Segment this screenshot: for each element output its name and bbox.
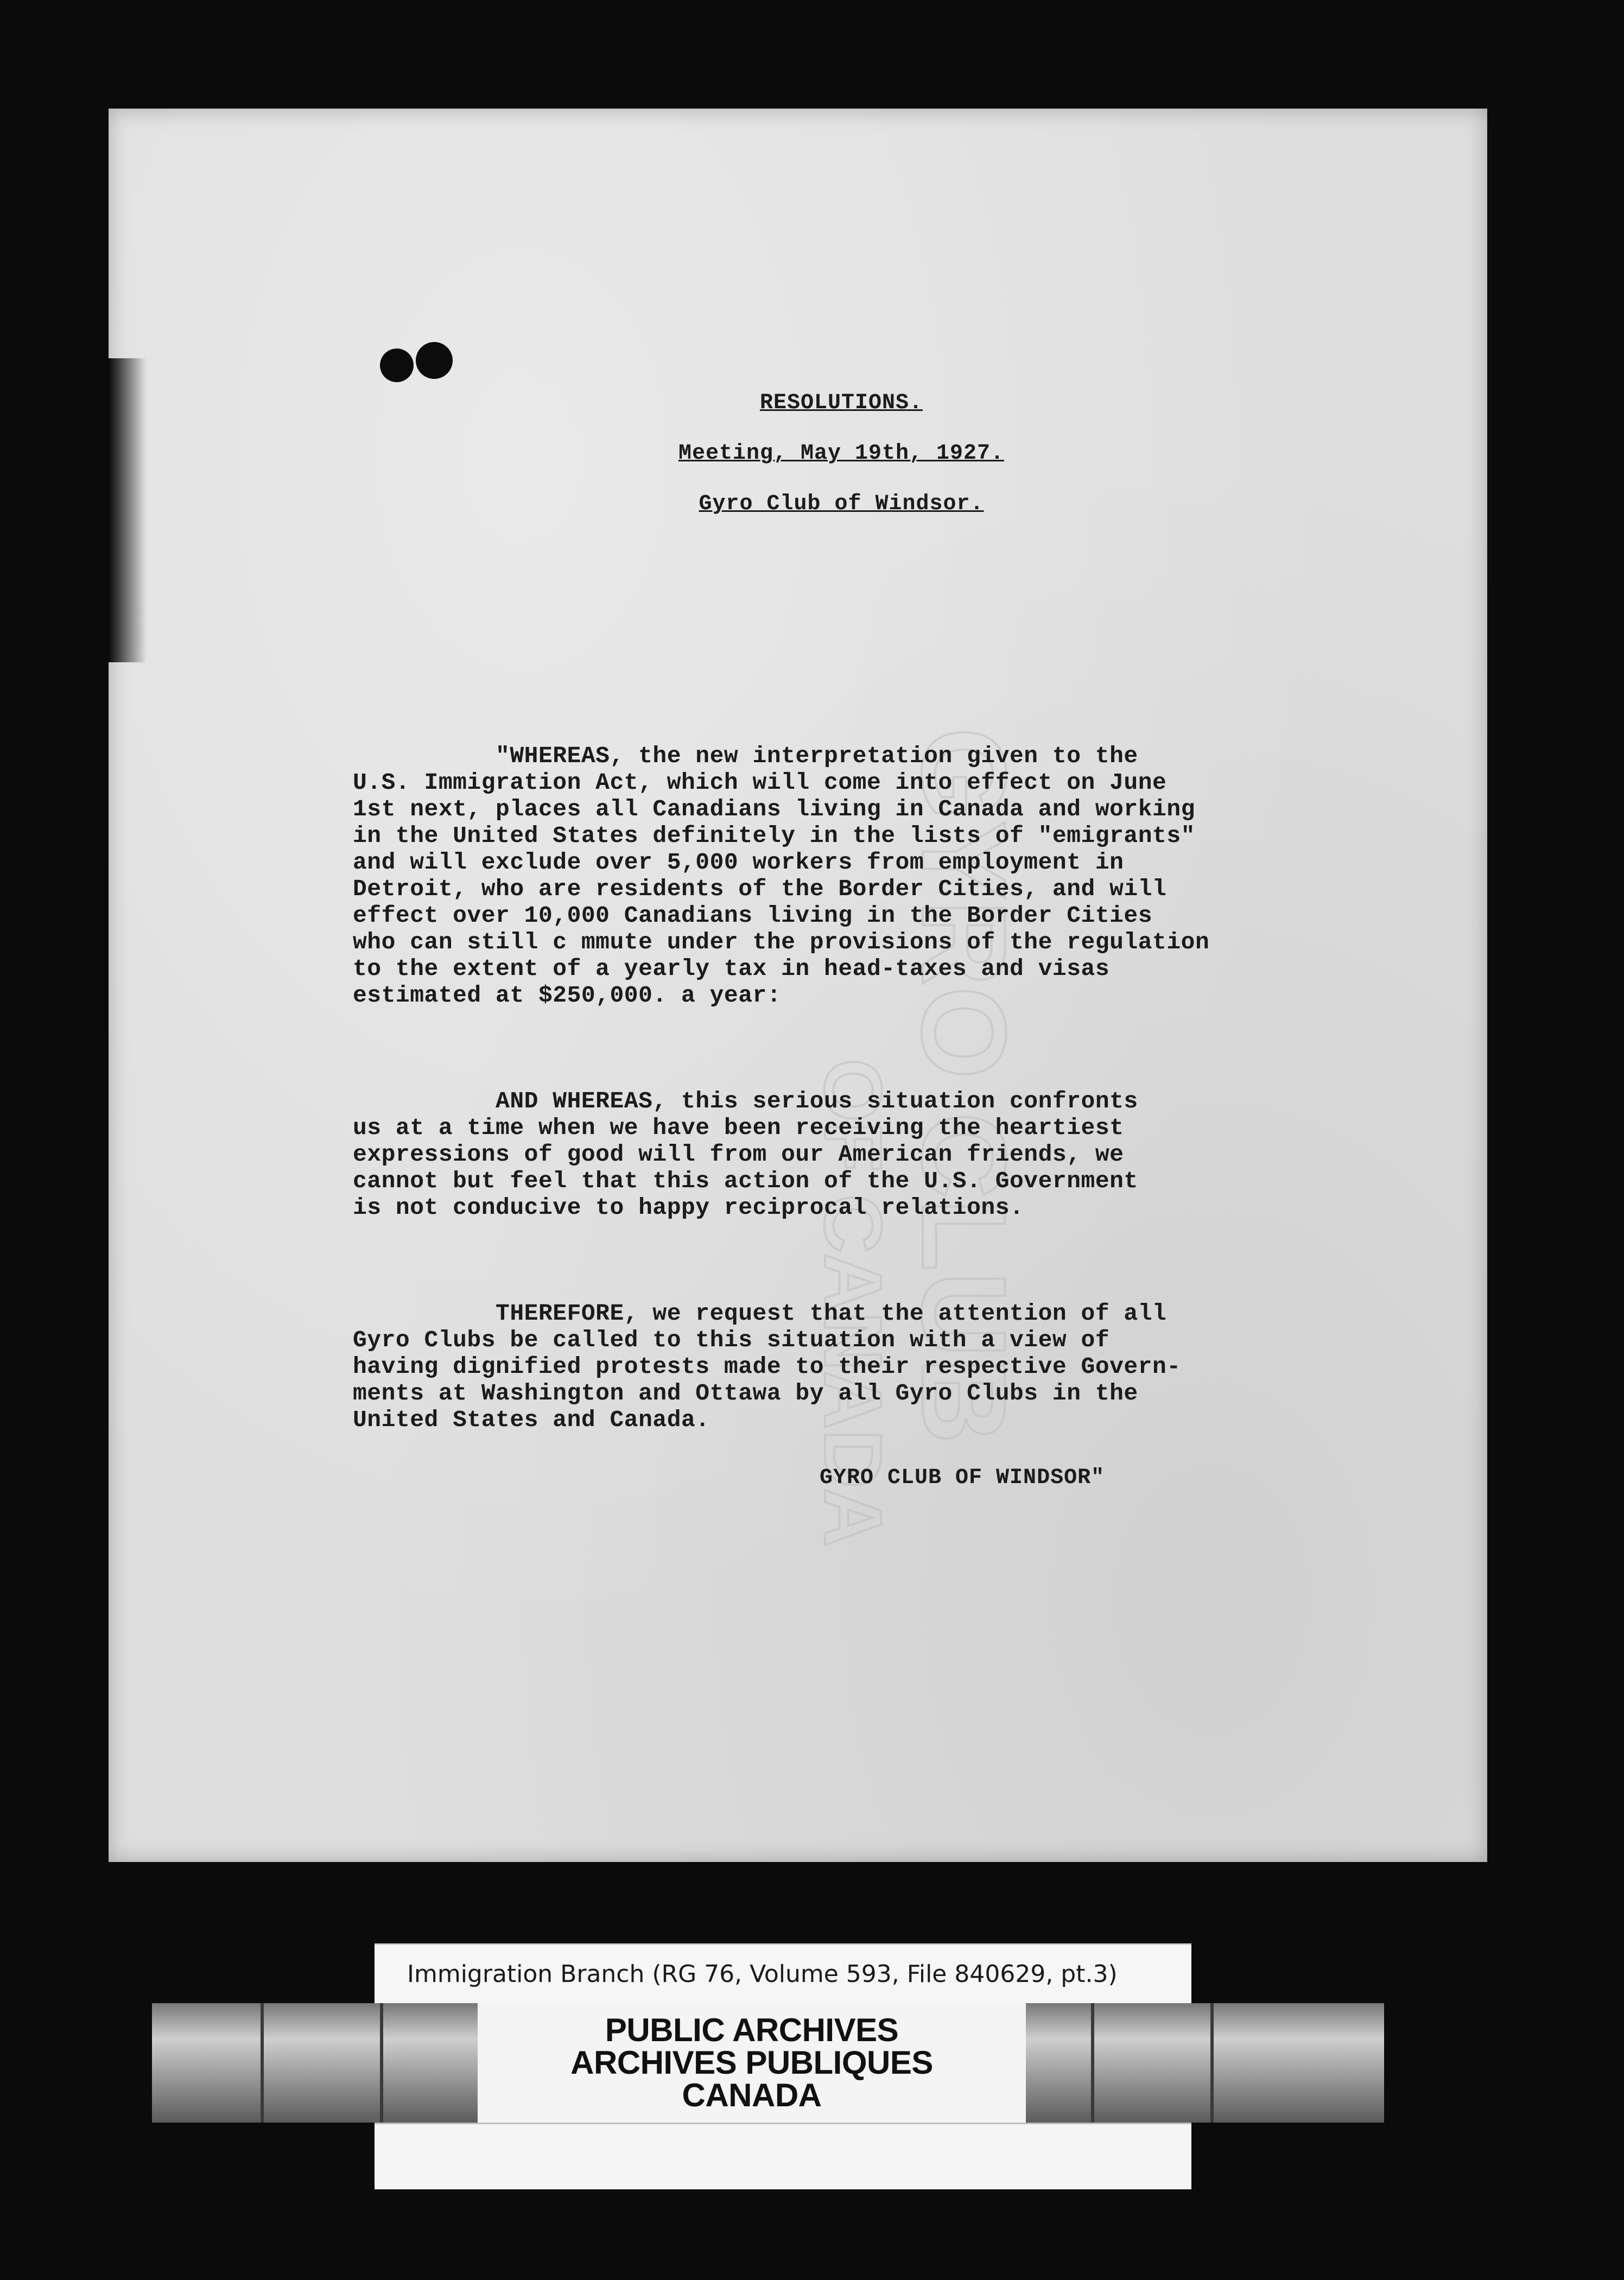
tape-seam xyxy=(380,2003,383,2123)
watermark-text-2: OF CANADA xyxy=(808,1059,899,1547)
reference-text: Immigration Branch (RG 76, Volume 593, File 840629, pt.3) xyxy=(407,1960,1118,1988)
archives-line-english: PUBLIC ARCHIVES xyxy=(605,2012,899,2048)
document-page xyxy=(109,109,1487,1862)
archives-line-country: CANADA xyxy=(682,2077,822,2113)
tape-left xyxy=(152,2003,478,2123)
meeting-date: Meeting, May 19th, 1927. xyxy=(678,441,1005,466)
punch-hole-icon xyxy=(380,349,414,382)
signature-line: GYRO CLUB OF WINDSOR" xyxy=(820,1466,1105,1490)
resolution-body xyxy=(353,689,1493,1512)
punch-hole-icon xyxy=(416,342,453,379)
reference-label xyxy=(375,1943,1191,2005)
archives-line-french: ARCHIVES PUBLIQUES xyxy=(570,2044,933,2081)
tape-seam xyxy=(261,2003,264,2123)
blank-label-strip xyxy=(375,2123,1191,2189)
document-title: RESOLUTIONS. xyxy=(759,391,923,415)
punch-holes xyxy=(380,342,467,385)
torn-edge xyxy=(109,358,147,662)
paragraph-therefore: THEREFORE, we request that the attention of all Gyro Clubs be called to this situation with a view of having dignified protests made to their respective Govern- ments at Washington and Ottawa by all Gyro Clubs in the United States and Canada. xyxy=(353,1300,1181,1433)
tape-seam xyxy=(1210,2003,1214,2123)
paragraph-whereas: "WHEREAS, the new interpretation given to the U.S. Immigration Act, which will come into effect on June 1st next, places all Canadians living in Canada and working in the United States definitely in the lists of "emigrants" and will exclude over 5,000 workers from employment in Detroit, who are residents of the Border Cities, and will effect over 10,000 Canadians living in the Border Cities who can still c mmute under the provisions of the regulation to the extent of a yearly tax in head-taxes and visas estimated at $250,000. a year: xyxy=(353,743,1210,1009)
archives-stamp xyxy=(478,2003,1026,2123)
tape-seam xyxy=(1091,2003,1094,2123)
watermark-text-1: GYRO CLUB xyxy=(897,727,1031,1444)
paragraph-and-whereas: AND WHEREAS, this serious situation confronts us at a time when we have been receiving the heartiest expressions of good will from our American friends, we cannot but feel that this action of the U.S. Government is not conducive to happy reciprocal relations. xyxy=(353,1088,1138,1221)
tape-right xyxy=(1026,2003,1384,2123)
heading-block xyxy=(109,391,1487,542)
club-name: Gyro Club of Windsor. xyxy=(699,492,984,516)
